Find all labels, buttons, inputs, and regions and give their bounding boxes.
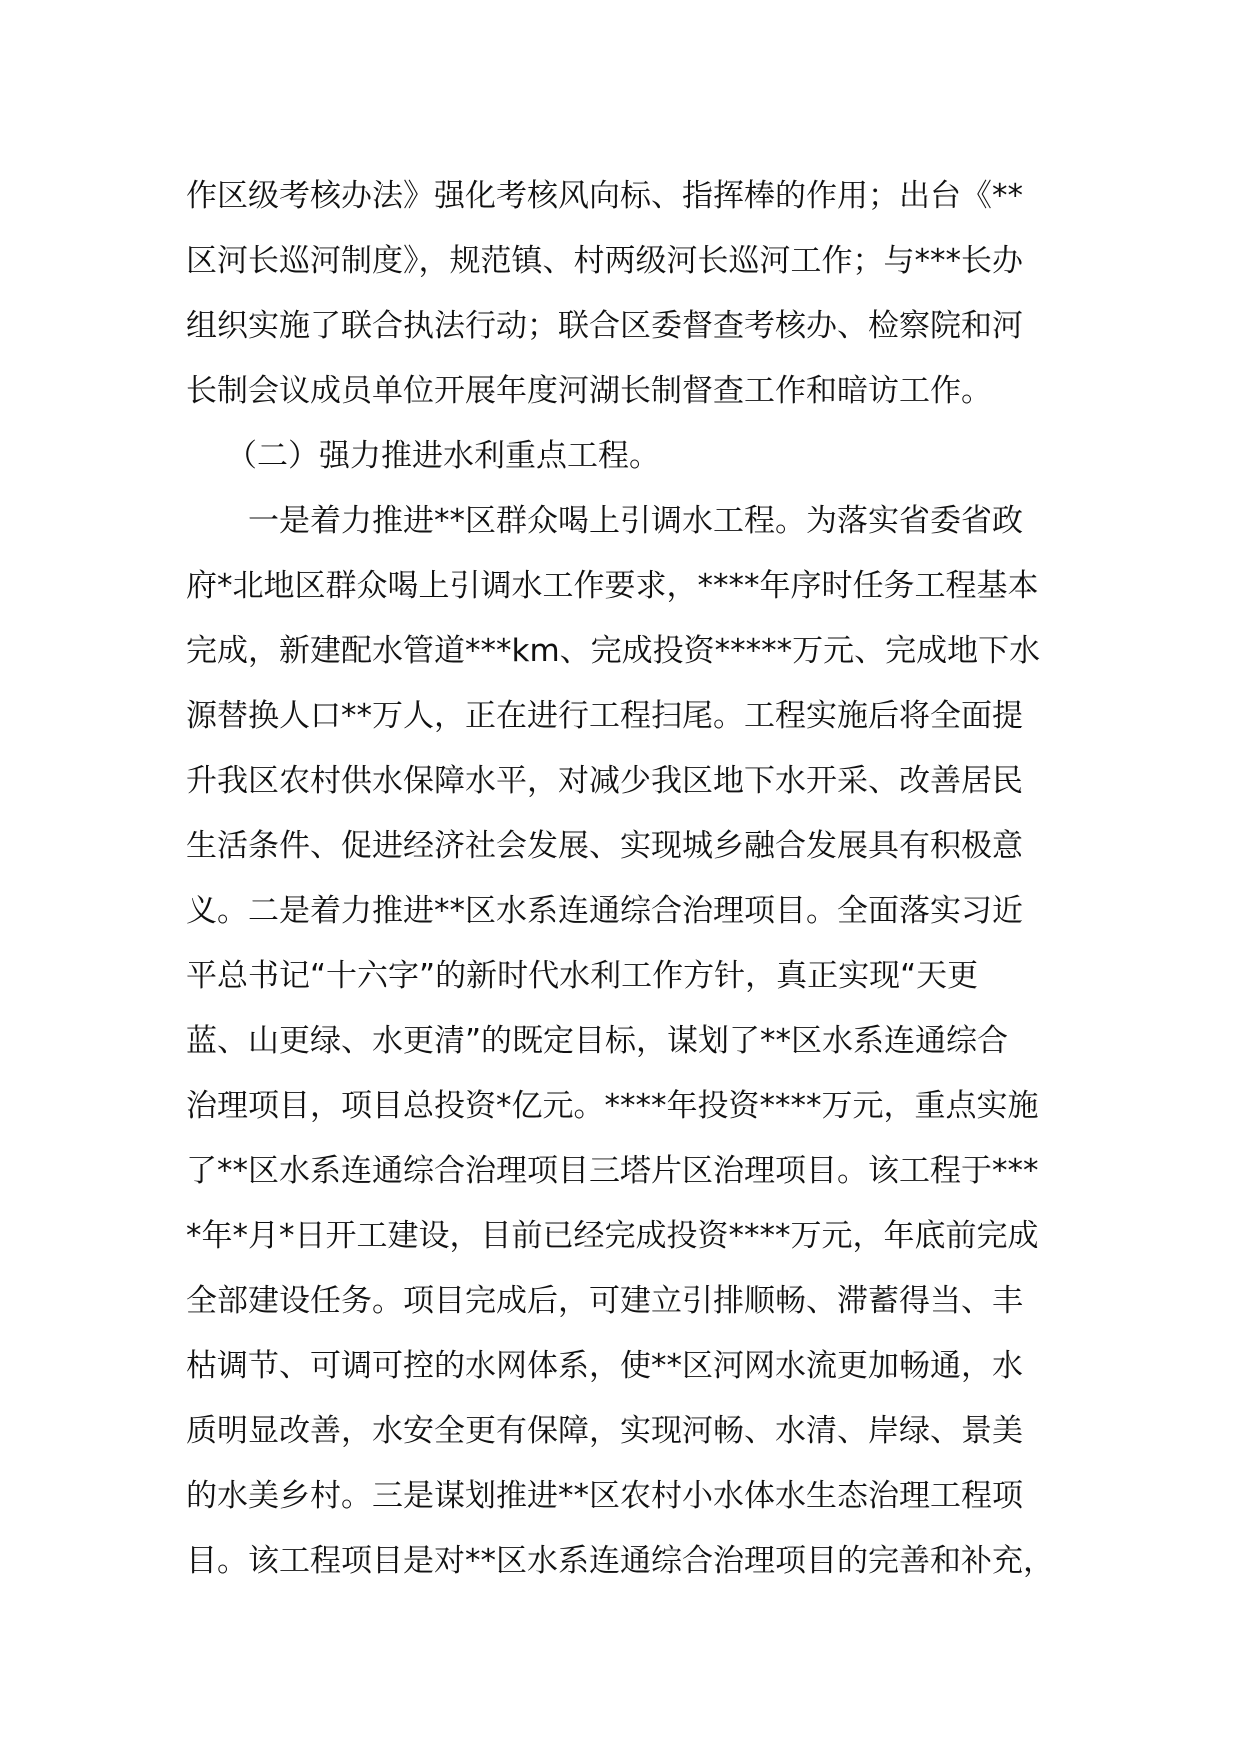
text-line: 平总书记“十六字”的新时代水利工作方针，真正实现“天更 [186, 958, 979, 994]
text-line: 作区级考核办法》强化考核风向标、指挥棒的作用；出台《** [186, 178, 1023, 214]
text-line: 府*北地区群众喝上引调水工作要求，****年序时任务工程基本 [186, 568, 1039, 604]
text-line: 了**区水系连通综合治理项目三塔片区治理项目。该工程于*** [186, 1153, 1039, 1189]
text-line: 源替换人口**万人，正在进行工程扫尾。工程实施后将全面提 [186, 698, 1023, 734]
text-line: 目。该工程项目是对**区水系连通综合治理项目的完善和补充， [186, 1543, 1054, 1579]
text-line: 生活条件、促进经济社会发展、实现城乡融合发展具有积极意 [186, 828, 1023, 864]
text-line: 蓝、山更绿、水更清”的既定目标，谋划了**区水系连通综合 [186, 1023, 1009, 1059]
text-line: 升我区农村供水保障水平，对减少我区地下水开采、改善居民 [186, 763, 1023, 799]
section-heading: （二）强力推进水利重点工程。 [226, 438, 660, 474]
text-line: 治理项目，项目总投资*亿元。****年投资****万元，重点实施 [186, 1088, 1039, 1124]
body-text [186, 164, 1066, 1594]
text-line: 一是着力推进**区群众喝上引调水工程。为落实省委省政 [248, 503, 1023, 539]
text-line: 区河长巡河制度》，规范镇、村两级河长巡河工作；与***长办 [186, 243, 1023, 279]
text-line: 的水美乡村。三是谋划推进**区农村小水体水生态治理工程项 [186, 1478, 1023, 1514]
text-line: 枯调节、可调可控的水网体系，使**区河网水流更加畅通，水 [186, 1348, 1023, 1384]
text-line: 全部建设任务。项目完成后，可建立引排顺畅、滞蓄得当、丰 [186, 1283, 1023, 1319]
text-line: 完成，新建配水管道***km、完成投资*****万元、完成地下水 [186, 633, 1041, 669]
text-line: 义。二是着力推进**区水系连通综合治理项目。全面落实习近 [186, 893, 1023, 929]
text-line: 质明显改善，水安全更有保障，实现河畅、水清、岸绿、景美 [186, 1413, 1023, 1449]
text-line: 长制会议成员单位开展年度河湖长制督查工作和暗访工作。 [186, 373, 992, 409]
text-line: *年*月*日开工建设，目前已经完成投资****万元，年底前完成 [186, 1218, 1039, 1254]
text-line: 组织实施了联合执法行动；联合区委督查考核办、检察院和河 [186, 308, 1023, 344]
